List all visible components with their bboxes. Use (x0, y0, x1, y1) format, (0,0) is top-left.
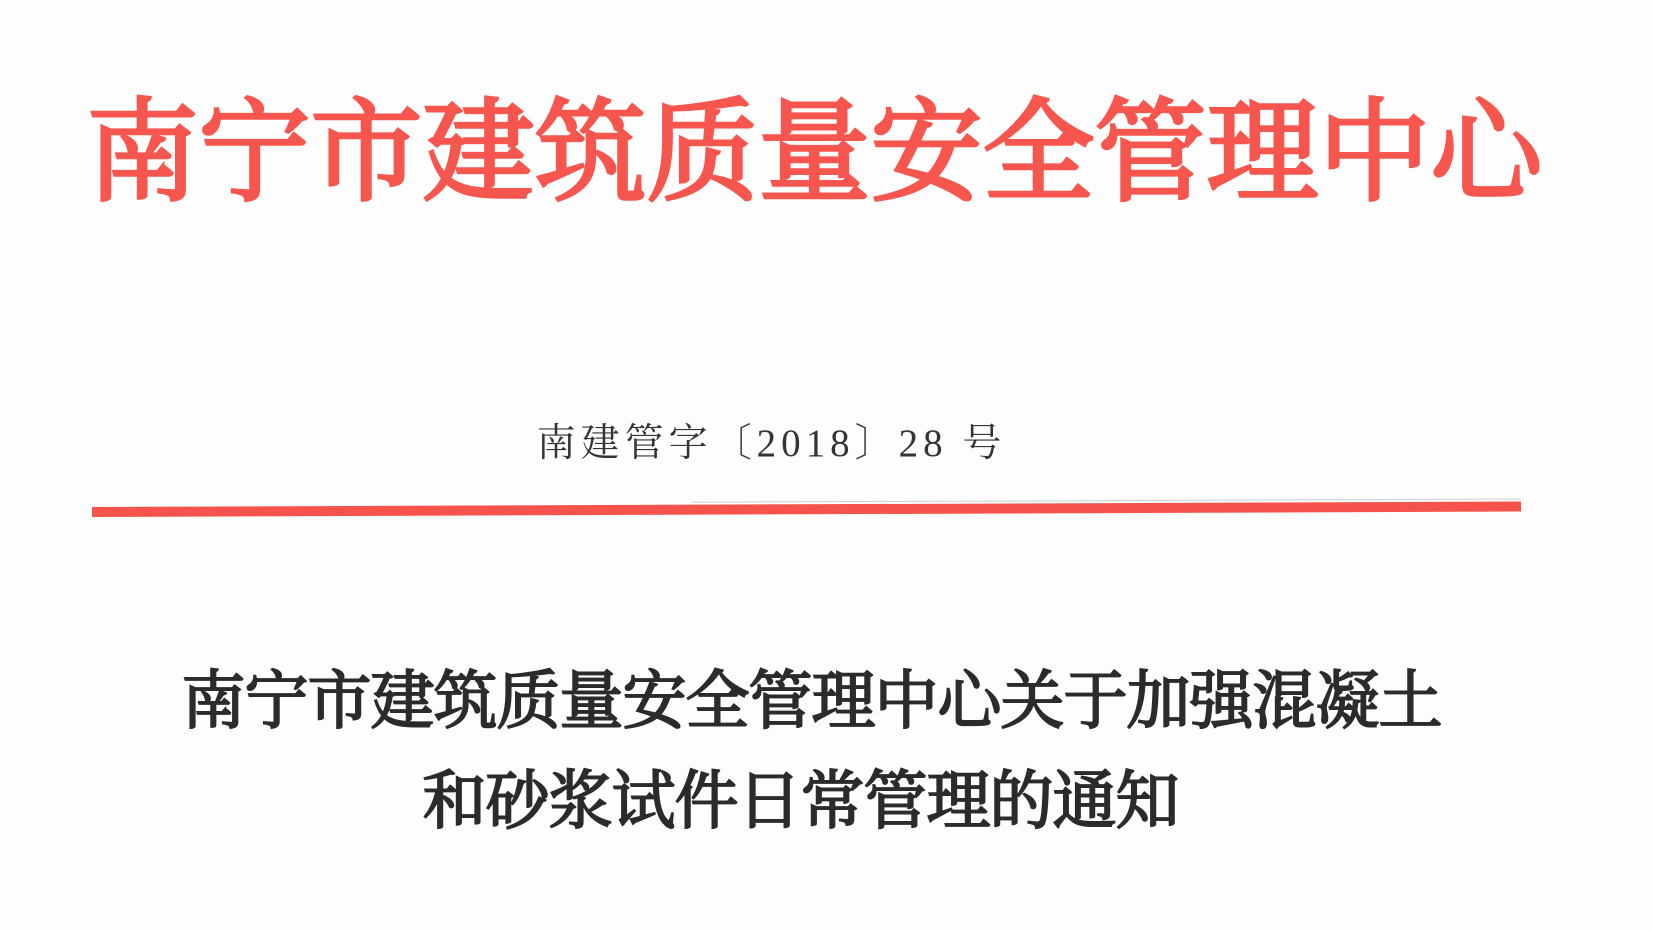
document-reference-number: 南建管字〔2018〕28 号 (536, 422, 1007, 465)
agency-masthead-title: 南宁市建筑质量安全管理中心 (86, 92, 1543, 216)
document-title (0, 652, 1653, 852)
document-title-line2: 和砂浆试件日常管理的通知 (422, 766, 1179, 837)
red-divider-line (92, 502, 1521, 517)
document-title-line1: 南宁市建筑质量安全管理中心关于加强混凝土 (181, 666, 1442, 737)
